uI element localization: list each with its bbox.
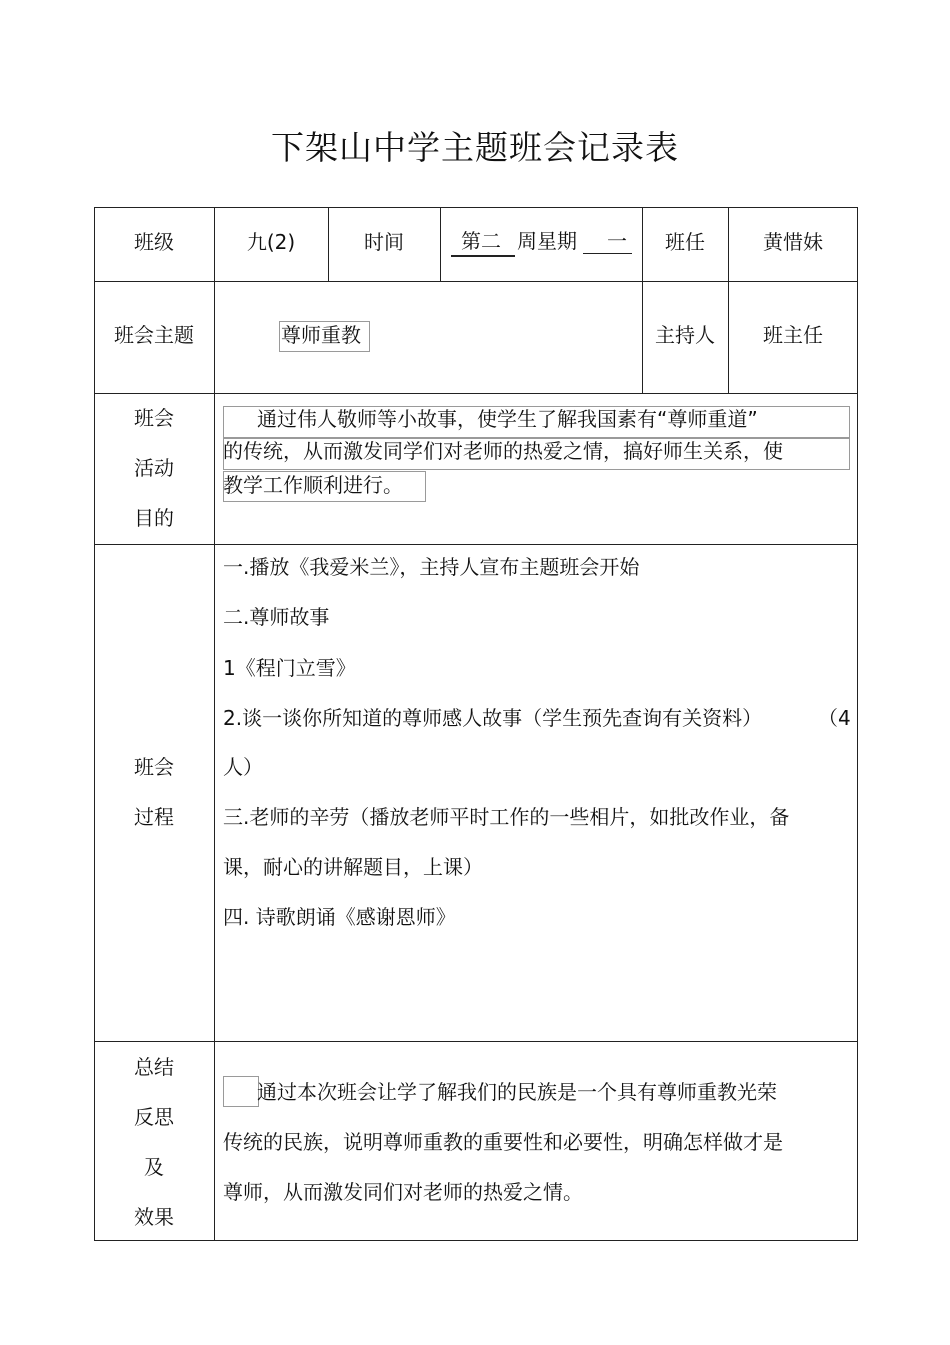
summary-line-2: 传统的民族，说明尊师重教的重要性和必要性，明确怎样做才是	[223, 1130, 783, 1154]
time-day-value: 一	[607, 229, 627, 253]
class-value: 九(2)	[246, 230, 296, 254]
time-week-prefix: 第二	[461, 229, 501, 253]
process-line-3: 1《程门立雪》	[223, 656, 356, 680]
time-label: 时间	[364, 230, 404, 254]
process-line-4-suffix: （4	[818, 706, 851, 730]
row-divider-3	[94, 544, 858, 545]
process-line-7: 课，耐心的讲解题目，上课）	[223, 855, 483, 879]
table-border-left	[94, 207, 95, 1241]
theme-label: 班会主题	[114, 323, 194, 347]
table-border-bottom	[94, 1240, 858, 1241]
purpose-line-3: 教学工作顺利进行。	[223, 473, 403, 497]
process-line-6: 三.老师的辛劳（播放老师平时工作的一些相片，如批改作业，备	[223, 805, 790, 829]
summary-label-line-4: 效果	[134, 1205, 174, 1229]
column-divider-time-label	[440, 207, 441, 281]
time-week-middle: 周星期	[517, 229, 577, 253]
row-divider-1	[94, 281, 858, 282]
summary-line-3: 尊师，从而激发同们对老师的热爱之情。	[223, 1180, 583, 1204]
theme-value: 尊师重教	[281, 323, 361, 347]
process-line-1: 一.播放《我爱米兰》，主持人宣布主题班会开始	[223, 555, 640, 579]
summary-line-1: 通过本次班会让学了解我们的民族是一个具有尊师重教光荣	[257, 1080, 777, 1104]
column-divider-label	[214, 207, 215, 1241]
table-border-top	[94, 207, 858, 208]
class-label: 班级	[134, 230, 174, 254]
process-line-8: 四. 诗歌朗诵《感谢恩师》	[223, 905, 456, 929]
process-line-4: 2.谈一谈你所知道的尊师感人故事（学生预先查询有关资料）	[223, 706, 763, 730]
summary-label-line-1: 总结	[134, 1055, 174, 1079]
purpose-line-1: 通过伟人敬师等小故事，使学生了解我国素有“尊师重道”	[257, 407, 758, 431]
process-label-line-1: 班会	[134, 755, 174, 779]
summary-indent-box	[223, 1076, 259, 1107]
time-day-underline	[583, 253, 632, 254]
summary-label-line-3: 及	[144, 1155, 164, 1179]
purpose-label-line-1: 班会	[134, 406, 174, 430]
row-divider-2	[94, 393, 858, 394]
purpose-label-line-2: 活动	[134, 456, 174, 480]
time-week-underline	[451, 255, 515, 257]
host-label: 主持人	[655, 323, 715, 347]
table-border-right	[857, 207, 858, 1241]
purpose-line-2: 的传统，从而激发同学们对老师的热爱之情，搞好师生关系，使	[223, 439, 783, 463]
purpose-label-line-3: 目的	[134, 506, 174, 530]
record-table	[94, 207, 858, 1241]
teacher-value: 黄惜妹	[763, 230, 823, 254]
process-line-2: 二.尊师故事	[223, 605, 330, 629]
row-divider-4	[94, 1041, 858, 1042]
process-label-line-2: 过程	[134, 805, 174, 829]
process-line-5: 人）	[223, 755, 263, 779]
host-value: 班主任	[763, 323, 823, 347]
page-title: 下架山中学主题班会记录表	[271, 128, 679, 167]
teacher-label: 班任	[665, 230, 705, 254]
summary-label-line-2: 反思	[134, 1105, 174, 1129]
